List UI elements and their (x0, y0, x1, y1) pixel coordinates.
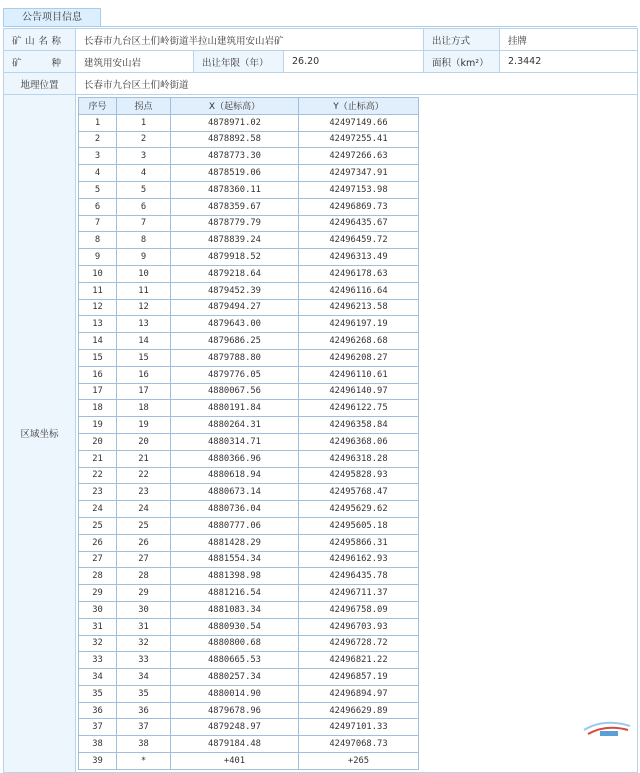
coord-seq-cell: 6 (79, 198, 117, 215)
coord-x-cell: 4879184.48 (171, 736, 299, 753)
coord-y-cell: 42497068.73 (299, 736, 419, 753)
coord-y-cell: 42497347.91 (299, 165, 419, 182)
coord-y-cell: 42495629.62 (299, 501, 419, 518)
coord-row (79, 316, 419, 333)
coord-y-cell: 42496358.84 (299, 417, 419, 434)
coord-point-cell: 9 (117, 249, 171, 266)
coord-x-cell: 4880736.04 (171, 501, 299, 518)
coord-point-cell: 17 (117, 383, 171, 400)
coord-row (79, 719, 419, 736)
coord-seq-cell: 33 (79, 652, 117, 669)
coord-seq-cell: 24 (79, 501, 117, 518)
coord-x-cell: 4879452.39 (171, 282, 299, 299)
coord-point-cell: 29 (117, 585, 171, 602)
coord-y-cell: 42497266.63 (299, 148, 419, 165)
coord-row (79, 534, 419, 551)
coord-row (79, 282, 419, 299)
coord-point-cell: 36 (117, 702, 171, 719)
coord-y-cell: 42496728.72 (299, 635, 419, 652)
coord-point-cell: 32 (117, 635, 171, 652)
coord-x-cell: 4881216.54 (171, 585, 299, 602)
coord-row (79, 685, 419, 702)
coord-point-cell: 5 (117, 181, 171, 198)
row-location (4, 73, 638, 95)
coord-x-cell: 4878773.30 (171, 148, 299, 165)
coord-seq-cell: 37 (79, 719, 117, 736)
coord-row (79, 585, 419, 602)
coords-label: 区域坐标 (4, 95, 76, 773)
coord-row (79, 753, 419, 770)
coord-header-row (79, 98, 419, 115)
coord-point-cell: 12 (117, 299, 171, 316)
coord-seq-cell: 19 (79, 417, 117, 434)
coord-x-cell: 4881398.98 (171, 568, 299, 585)
coord-row (79, 417, 419, 434)
coord-seq-cell: 39 (79, 753, 117, 770)
location-label: 地理位置 (4, 73, 76, 95)
coord-seq-cell: 22 (79, 467, 117, 484)
coord-x-cell: 4881554.34 (171, 551, 299, 568)
coord-point-cell: 3 (117, 148, 171, 165)
coord-x-cell: 4878892.58 (171, 131, 299, 148)
coord-point-cell: 4 (117, 165, 171, 182)
coord-seq-cell: 11 (79, 282, 117, 299)
coord-point-cell: 18 (117, 400, 171, 417)
coord-seq-cell: 8 (79, 232, 117, 249)
coord-x-cell: 4880264.31 (171, 417, 299, 434)
coord-seq-cell: 31 (79, 618, 117, 635)
coord-y-cell: 42496857.19 (299, 669, 419, 686)
coord-x-cell: 4880800.68 (171, 635, 299, 652)
coords-cell (76, 95, 638, 773)
coord-y-cell: 42496459.72 (299, 232, 419, 249)
coord-point-cell: 7 (117, 215, 171, 232)
coord-point-cell: 19 (117, 417, 171, 434)
watermark-logo (580, 716, 634, 740)
transfer-method-label: 出让方式 (424, 29, 500, 51)
coord-seq-cell: 28 (79, 568, 117, 585)
coord-seq-cell: 1 (79, 114, 117, 131)
coord-point-cell: 13 (117, 316, 171, 333)
coord-row (79, 333, 419, 350)
coord-y-cell: 42495866.31 (299, 534, 419, 551)
coord-point-cell: 14 (117, 333, 171, 350)
coord-row (79, 467, 419, 484)
coord-y-cell: 42497153.98 (299, 181, 419, 198)
coord-x-cell: 4880366.96 (171, 450, 299, 467)
coord-point-cell: 22 (117, 467, 171, 484)
coord-point-cell: 26 (117, 534, 171, 551)
coord-y-cell: 42496629.89 (299, 702, 419, 719)
coord-row (79, 433, 419, 450)
coord-x-cell: 4881083.34 (171, 601, 299, 618)
coord-y-cell: 42496122.75 (299, 400, 419, 417)
coord-y-cell: 42496178.63 (299, 265, 419, 282)
coord-y-cell: 42496711.37 (299, 585, 419, 602)
coord-x-cell: 4880257.34 (171, 669, 299, 686)
coord-point-cell: 8 (117, 232, 171, 249)
mine-name-value: 长春市九台区土们岭街道半拉山建筑用安山岩矿 (76, 29, 424, 51)
coord-seq-cell: 5 (79, 181, 117, 198)
coord-y-cell: 42496435.67 (299, 215, 419, 232)
coord-seq-cell: 10 (79, 265, 117, 282)
coord-y-cell: 42497149.66 (299, 114, 419, 131)
coord-row (79, 265, 419, 282)
coord-y-cell: 42496313.49 (299, 249, 419, 266)
coord-row (79, 383, 419, 400)
coord-seq-cell: 13 (79, 316, 117, 333)
coord-row (79, 736, 419, 753)
coord-y-cell: 42496703.93 (299, 618, 419, 635)
coord-x-cell: 4881428.29 (171, 534, 299, 551)
coord-x-cell: 4880314.71 (171, 433, 299, 450)
coord-y-cell: 42496110.61 (299, 366, 419, 383)
project-info-table (3, 28, 638, 773)
coord-x-cell: 4880014.90 (171, 685, 299, 702)
header-seq: 序号 (79, 98, 117, 115)
row-mineral (4, 51, 638, 73)
coord-row (79, 131, 419, 148)
coord-row (79, 517, 419, 534)
coord-y-cell: 42495828.93 (299, 467, 419, 484)
coord-seq-cell: 7 (79, 215, 117, 232)
coord-row (79, 400, 419, 417)
coord-point-cell: 30 (117, 601, 171, 618)
coord-row (79, 618, 419, 635)
tab-project-info[interactable]: 公告项目信息 (3, 8, 101, 27)
coord-seq-cell: 21 (79, 450, 117, 467)
coord-row (79, 551, 419, 568)
coord-seq-cell: 27 (79, 551, 117, 568)
coord-point-cell: 33 (117, 652, 171, 669)
coord-seq-cell: 9 (79, 249, 117, 266)
coord-row (79, 450, 419, 467)
coord-y-cell: 42496162.93 (299, 551, 419, 568)
coord-table (78, 97, 419, 770)
coord-point-cell: 28 (117, 568, 171, 585)
coord-x-cell: 4880067.56 (171, 383, 299, 400)
coord-x-cell: 4878519.06 (171, 165, 299, 182)
coord-point-cell: 31 (117, 618, 171, 635)
coord-x-cell: 4880665.53 (171, 652, 299, 669)
coord-row (79, 249, 419, 266)
coord-row (79, 652, 419, 669)
coord-y-cell: 42495768.47 (299, 484, 419, 501)
coord-seq-cell: 15 (79, 349, 117, 366)
coord-x-cell: 4879494.27 (171, 299, 299, 316)
coord-point-cell: 16 (117, 366, 171, 383)
coord-point-cell: * (117, 753, 171, 770)
coord-y-cell: 42497101.33 (299, 719, 419, 736)
coord-y-cell: 42496140.97 (299, 383, 419, 400)
coord-row (79, 366, 419, 383)
row-coordinates (4, 95, 638, 773)
coord-x-cell: 4878360.11 (171, 181, 299, 198)
coord-row (79, 349, 419, 366)
coord-point-cell: 25 (117, 517, 171, 534)
coord-x-cell: 4878971.02 (171, 114, 299, 131)
coord-y-cell: 42496894.97 (299, 685, 419, 702)
coord-seq-cell: 32 (79, 635, 117, 652)
coord-point-cell: 20 (117, 433, 171, 450)
coord-x-cell: 4879643.00 (171, 316, 299, 333)
coord-seq-cell: 17 (79, 383, 117, 400)
coord-x-cell: 4879776.05 (171, 366, 299, 383)
coord-x-cell: 4878839.24 (171, 232, 299, 249)
coord-row (79, 215, 419, 232)
coord-seq-cell: 30 (79, 601, 117, 618)
coord-x-cell: 4880673.14 (171, 484, 299, 501)
coord-seq-cell: 14 (79, 333, 117, 350)
coord-row (79, 181, 419, 198)
coord-point-cell: 34 (117, 669, 171, 686)
coord-x-cell: 4879918.52 (171, 249, 299, 266)
coord-point-cell: 15 (117, 349, 171, 366)
header-y: Y（止标高） (299, 98, 419, 115)
coord-seq-cell: 12 (79, 299, 117, 316)
mineral-value: 建筑用安山岩 (76, 51, 194, 73)
coord-seq-cell: 4 (79, 165, 117, 182)
row-mine-name (4, 29, 638, 51)
coord-row (79, 501, 419, 518)
coord-y-cell: 42496318.28 (299, 450, 419, 467)
years-value: 26.20 (284, 51, 424, 73)
coord-y-cell: 42496268.68 (299, 333, 419, 350)
coord-seq-cell: 23 (79, 484, 117, 501)
header-point: 拐点 (117, 98, 171, 115)
coord-row (79, 165, 419, 182)
coord-seq-cell: 29 (79, 585, 117, 602)
coord-point-cell: 27 (117, 551, 171, 568)
coord-point-cell: 38 (117, 736, 171, 753)
coord-point-cell: 11 (117, 282, 171, 299)
coord-seq-cell: 26 (79, 534, 117, 551)
coord-row (79, 299, 419, 316)
coord-point-cell: 35 (117, 685, 171, 702)
coord-y-cell: 42497255.41 (299, 131, 419, 148)
coord-row (79, 148, 419, 165)
coord-x-cell: 4879788.80 (171, 349, 299, 366)
coord-point-cell: 24 (117, 501, 171, 518)
coord-y-cell: 42496821.22 (299, 652, 419, 669)
mineral-label: 矿 种 (4, 51, 76, 73)
coord-seq-cell: 35 (79, 685, 117, 702)
coord-x-cell: 4880618.94 (171, 467, 299, 484)
coord-row (79, 601, 419, 618)
coord-seq-cell: 34 (79, 669, 117, 686)
coord-x-cell: 4878779.79 (171, 215, 299, 232)
coord-y-cell: +265 (299, 753, 419, 770)
coord-y-cell: 42496197.19 (299, 316, 419, 333)
coord-y-cell: 42496869.73 (299, 198, 419, 215)
coord-row (79, 114, 419, 131)
coord-point-cell: 10 (117, 265, 171, 282)
header-x: X（起标高） (171, 98, 299, 115)
coord-y-cell: 42496435.78 (299, 568, 419, 585)
coord-x-cell: 4879248.97 (171, 719, 299, 736)
coord-y-cell: 42496208.27 (299, 349, 419, 366)
coord-x-cell: 4879678.96 (171, 702, 299, 719)
coord-seq-cell: 16 (79, 366, 117, 383)
area-value: 2.3442 (500, 51, 638, 73)
coord-point-cell: 2 (117, 131, 171, 148)
coord-x-cell: 4880191.84 (171, 400, 299, 417)
coord-x-cell: 4880777.06 (171, 517, 299, 534)
mine-name-label: 矿山名称 (4, 29, 76, 51)
coord-y-cell: 42496116.64 (299, 282, 419, 299)
coord-point-cell: 6 (117, 198, 171, 215)
coord-y-cell: 42496368.06 (299, 433, 419, 450)
coord-row (79, 198, 419, 215)
coord-point-cell: 37 (117, 719, 171, 736)
coord-y-cell: 42496213.58 (299, 299, 419, 316)
coord-x-cell: 4878359.67 (171, 198, 299, 215)
coord-seq-cell: 20 (79, 433, 117, 450)
coord-row (79, 232, 419, 249)
coord-seq-cell: 18 (79, 400, 117, 417)
coord-row (79, 669, 419, 686)
years-label: 出让年限（年） (194, 51, 284, 73)
coord-point-cell: 21 (117, 450, 171, 467)
coord-row (79, 702, 419, 719)
coord-table-body (79, 114, 419, 769)
coord-seq-cell: 25 (79, 517, 117, 534)
location-value: 长春市九台区土们岭街道 (76, 73, 638, 95)
coord-seq-cell: 2 (79, 131, 117, 148)
coord-y-cell: 42495605.18 (299, 517, 419, 534)
coord-x-cell: +401 (171, 753, 299, 770)
coord-x-cell: 4879686.25 (171, 333, 299, 350)
transfer-method-value: 挂牌 (500, 29, 638, 51)
coord-seq-cell: 38 (79, 736, 117, 753)
coord-seq-cell: 36 (79, 702, 117, 719)
coord-x-cell: 4879218.64 (171, 265, 299, 282)
coord-row (79, 635, 419, 652)
coord-x-cell: 4880930.54 (171, 618, 299, 635)
area-label: 面积（km²） (424, 51, 500, 73)
coord-point-cell: 1 (117, 114, 171, 131)
coord-row (79, 484, 419, 501)
tab-divider (3, 26, 637, 27)
coord-seq-cell: 3 (79, 148, 117, 165)
coord-y-cell: 42496758.09 (299, 601, 419, 618)
coord-row (79, 568, 419, 585)
coord-point-cell: 23 (117, 484, 171, 501)
